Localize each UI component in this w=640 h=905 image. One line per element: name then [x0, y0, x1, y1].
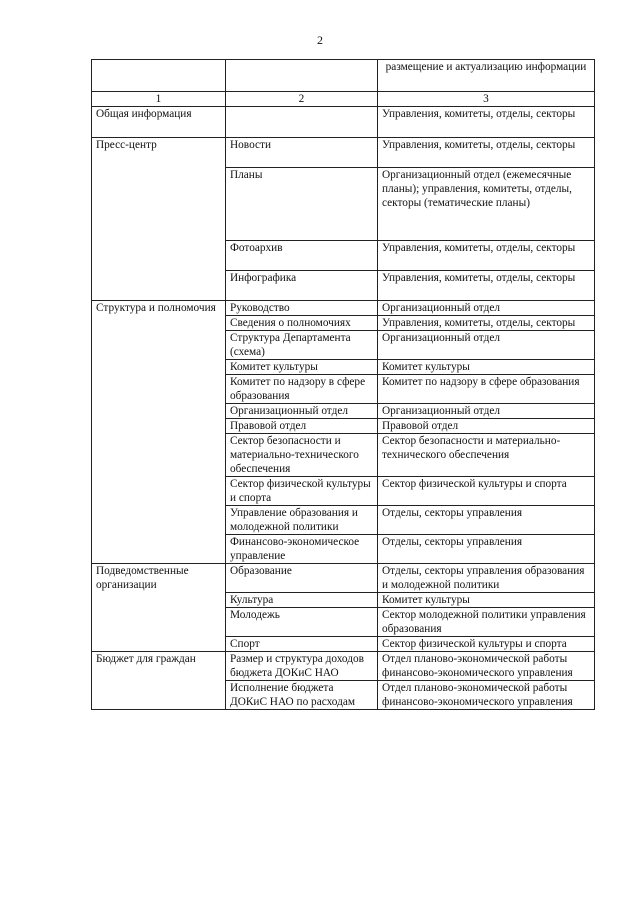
responsible-cell: Управления, комитеты, отделы, секторы	[378, 241, 595, 271]
subsection-cell: Финансово-экономическое управление	[226, 535, 378, 564]
subsection-cell: Спорт	[226, 637, 378, 652]
table-row	[92, 301, 595, 316]
responsible-cell: Сектор молодежной политики управления образования	[378, 608, 595, 637]
header-cell-1	[92, 60, 226, 92]
responsible-cell: Комитет по надзору в сфере образования	[378, 375, 595, 404]
subsection-cell: Культура	[226, 593, 378, 608]
subsection-cell: Структура Департамента (схема)	[226, 331, 378, 360]
subsection-cell: Образование	[226, 564, 378, 593]
subsection-cell: Размер и структура доходов бюджета ДОКиС НАО	[226, 652, 378, 681]
responsible-cell: Организационный отдел	[378, 301, 595, 316]
responsible-cell: Управления, комитеты, отделы, секторы	[378, 107, 595, 138]
content-table	[91, 59, 595, 710]
section-cell: Подведомственные организации	[92, 564, 226, 652]
responsible-cell: Сектор безопасности и материально-технического обеспечения	[378, 434, 595, 477]
subsection-cell: Планы	[226, 168, 378, 241]
responsible-cell: Управления, комитеты, отделы, секторы	[378, 138, 595, 168]
responsible-cell: Отдел планово-экономической работы финансово-экономического управления	[378, 681, 595, 710]
subsection-cell: Управление образования и молодежной политики	[226, 506, 378, 535]
header-cell-2	[226, 60, 378, 92]
responsible-cell: Комитет культуры	[378, 360, 595, 375]
table-row	[92, 138, 595, 168]
responsible-cell: Отделы, секторы управления	[378, 535, 595, 564]
responsible-cell: Организационный отдел	[378, 331, 595, 360]
responsible-cell: Отделы, секторы управления образования и молодежной политики	[378, 564, 595, 593]
subsection-cell: Фотоархив	[226, 241, 378, 271]
subsection-cell: Сектор безопасности и материально-технического обеспечения	[226, 434, 378, 477]
section-cell: Структура и полномочия	[92, 301, 226, 564]
subsection-cell: Комитет культуры	[226, 360, 378, 375]
table-row	[92, 652, 595, 681]
responsible-cell: Сектор физической культуры и спорта	[378, 637, 595, 652]
subsection-cell: Молодежь	[226, 608, 378, 637]
responsible-cell: Отделы, секторы управления	[378, 506, 595, 535]
subsection-cell: Комитет по надзору в сфере образования	[226, 375, 378, 404]
subsection-cell: Новости	[226, 138, 378, 168]
subsection-cell: Сектор физической культуры и спорта	[226, 477, 378, 506]
page-number: 2	[317, 33, 323, 47]
subsection-cell: Руководство	[226, 301, 378, 316]
subsection-cell	[226, 107, 378, 138]
column-number-1: 1	[92, 92, 226, 107]
column-number-3: 3	[378, 92, 595, 107]
subsection-cell: Правовой отдел	[226, 419, 378, 434]
subsection-cell: Организационный отдел	[226, 404, 378, 419]
responsible-cell: Управления, комитеты, отделы, секторы	[378, 271, 595, 301]
responsible-cell: Сектор физической культуры и спорта	[378, 477, 595, 506]
column-number-row	[92, 92, 595, 107]
subsection-cell: Сведения о полномочиях	[226, 316, 378, 331]
section-cell: Бюджет для граждан	[92, 652, 226, 710]
responsible-cell: Организационный отдел	[378, 404, 595, 419]
section-cell: Пресс-центр	[92, 138, 226, 301]
header-cell-3: размещение и актуализацию информации	[378, 60, 595, 92]
column-number-2: 2	[226, 92, 378, 107]
responsible-cell: Комитет культуры	[378, 593, 595, 608]
section-cell: Общая информация	[92, 107, 226, 138]
responsible-cell: Управления, комитеты, отделы, секторы	[378, 316, 595, 331]
table-row	[92, 107, 595, 138]
responsible-cell: Организационный отдел (ежемесячные планы); управления, комитеты, отделы, секторы (тематические планы)	[378, 168, 595, 241]
subsection-cell: Исполнение бюджета ДОКиС НАО по расходам	[226, 681, 378, 710]
header-row	[92, 60, 595, 92]
responsible-cell: Отдел планово-экономической работы финансово-экономического управления	[378, 652, 595, 681]
subsection-cell: Инфографика	[226, 271, 378, 301]
table-row	[92, 564, 595, 593]
responsible-cell: Правовой отдел	[378, 419, 595, 434]
